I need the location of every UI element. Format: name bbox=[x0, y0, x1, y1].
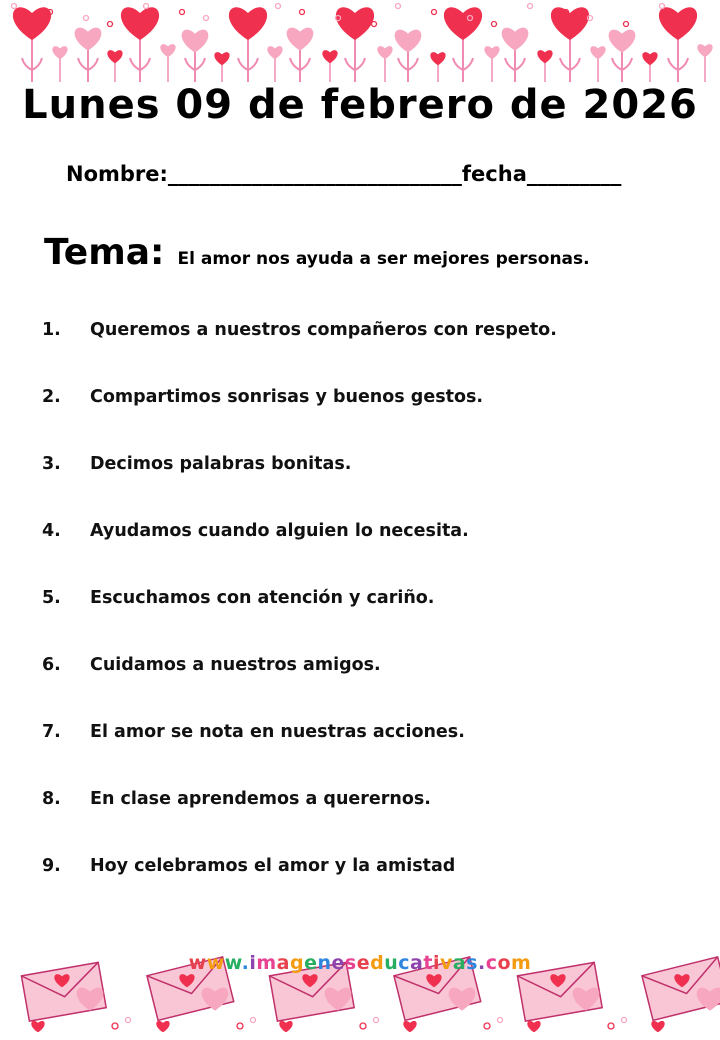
heart-icon bbox=[590, 46, 605, 59]
dot bbox=[360, 1023, 366, 1029]
item-number: 1. bbox=[42, 320, 61, 340]
website-watermark bbox=[0, 952, 720, 974]
leaf bbox=[130, 58, 140, 70]
leaf bbox=[560, 58, 570, 70]
heart-icon bbox=[287, 28, 314, 51]
item-text: Cuidamos a nuestros amigos. bbox=[90, 655, 381, 675]
leaf bbox=[248, 58, 258, 70]
dot bbox=[528, 4, 533, 9]
dot bbox=[372, 22, 377, 27]
leaf bbox=[612, 58, 622, 70]
item-number: 6. bbox=[42, 655, 61, 675]
heart-icon bbox=[642, 52, 657, 65]
dot bbox=[180, 10, 185, 15]
heart-icon bbox=[52, 46, 67, 59]
dot bbox=[498, 1018, 503, 1023]
list-item bbox=[42, 387, 682, 454]
dot bbox=[660, 4, 665, 9]
dot bbox=[608, 1023, 614, 1029]
hearts-border-top bbox=[0, 0, 720, 86]
item-text: Ayudamos cuando alguien lo necesita. bbox=[90, 521, 469, 541]
heart-icon bbox=[214, 52, 229, 65]
leaf bbox=[78, 58, 88, 70]
leaf bbox=[463, 58, 473, 70]
item-number: 7. bbox=[42, 722, 61, 742]
list-item bbox=[42, 588, 682, 655]
heart-icon bbox=[322, 50, 337, 63]
heart-icon bbox=[403, 1021, 416, 1032]
dot bbox=[276, 4, 281, 9]
heart-icon bbox=[377, 46, 392, 59]
item-number: 5. bbox=[42, 588, 61, 608]
list-item bbox=[42, 320, 682, 387]
leaf bbox=[398, 58, 408, 70]
heart-icon bbox=[31, 1021, 44, 1032]
dot bbox=[396, 4, 401, 9]
heart-icon bbox=[502, 28, 529, 51]
heart-icon bbox=[609, 30, 636, 53]
heart-icon bbox=[107, 50, 122, 63]
heart-icon bbox=[13, 7, 51, 40]
leaf bbox=[22, 58, 32, 70]
dot bbox=[251, 1018, 256, 1023]
list-item bbox=[42, 521, 682, 588]
heart-icon bbox=[229, 7, 267, 40]
leaf bbox=[668, 58, 678, 70]
heart-icon bbox=[121, 7, 159, 40]
leaf bbox=[290, 58, 300, 70]
leaf bbox=[88, 58, 98, 70]
heart-icon bbox=[279, 1021, 292, 1032]
dot bbox=[484, 1023, 490, 1029]
heart-icon bbox=[267, 46, 282, 59]
topic-text: El amor nos ayuda a ser mejores personas. bbox=[177, 249, 590, 269]
heart-icon bbox=[395, 30, 422, 53]
heart-icon bbox=[156, 1021, 169, 1032]
leaf bbox=[515, 58, 525, 70]
item-text: Escuchamos con atención y cariño. bbox=[90, 588, 435, 608]
leaf bbox=[453, 58, 463, 70]
heart-icon bbox=[697, 44, 712, 57]
leaf bbox=[355, 58, 365, 70]
heart-icon bbox=[444, 7, 482, 40]
heart-icon bbox=[527, 1021, 540, 1032]
leaf bbox=[570, 58, 580, 70]
heart-icon bbox=[160, 44, 175, 57]
leaf bbox=[505, 58, 515, 70]
heart-icon bbox=[651, 1021, 664, 1032]
heart-icon bbox=[336, 7, 374, 40]
dot bbox=[374, 1018, 379, 1023]
dot bbox=[622, 1018, 627, 1023]
leaf bbox=[622, 58, 632, 70]
dot bbox=[144, 4, 149, 9]
dot bbox=[84, 16, 89, 21]
heart-icon bbox=[75, 28, 102, 51]
dot bbox=[12, 4, 17, 9]
item-text: Decimos palabras bonitas. bbox=[90, 454, 352, 474]
leaf bbox=[300, 58, 310, 70]
item-text: El amor se nota en nuestras acciones. bbox=[90, 722, 465, 742]
leaf bbox=[140, 58, 150, 70]
leaf bbox=[238, 58, 248, 70]
item-number: 9. bbox=[42, 856, 61, 876]
list-item bbox=[42, 789, 682, 856]
item-text: En clase aprendemos a querernos. bbox=[90, 789, 431, 809]
name-date-line: Nombre:____________________________fecha_________ bbox=[66, 162, 622, 186]
dot bbox=[237, 1023, 243, 1029]
dot bbox=[204, 16, 209, 21]
statements-list bbox=[42, 320, 682, 923]
dot bbox=[112, 1023, 118, 1029]
leaf bbox=[408, 58, 418, 70]
dot bbox=[126, 1018, 131, 1023]
item-text: Compartimos sonrisas y buenos gestos. bbox=[90, 387, 484, 407]
dot bbox=[300, 10, 305, 15]
item-number: 8. bbox=[42, 789, 61, 809]
item-number: 4. bbox=[42, 521, 61, 541]
leaf bbox=[32, 58, 42, 70]
heart-icon bbox=[537, 50, 552, 63]
heart-icon bbox=[430, 52, 445, 65]
leaf bbox=[195, 58, 205, 70]
heart-icon bbox=[659, 7, 697, 40]
list-item bbox=[42, 722, 682, 789]
item-text: Queremos a nuestros compañeros con respeto. bbox=[90, 320, 557, 340]
dot bbox=[432, 10, 437, 15]
item-number: 3. bbox=[42, 454, 61, 474]
item-text: Hoy celebramos el amor y la amistad bbox=[90, 856, 456, 876]
topic-label: Tema: bbox=[44, 232, 165, 273]
heart-icon bbox=[182, 30, 209, 53]
list-item bbox=[42, 454, 682, 521]
list-item bbox=[42, 856, 682, 923]
dot bbox=[492, 22, 497, 27]
list-item bbox=[42, 655, 682, 722]
heart-icon bbox=[484, 46, 499, 59]
dot bbox=[108, 22, 113, 27]
leaf bbox=[345, 58, 355, 70]
leaf bbox=[185, 58, 195, 70]
page-title: Lunes 09 de febrero de 2026 bbox=[22, 82, 698, 128]
dot bbox=[624, 22, 629, 27]
heart-icon bbox=[551, 7, 589, 40]
website-url: www.imageneseducativas.com bbox=[188, 952, 532, 974]
topic bbox=[44, 232, 590, 273]
item-number: 2. bbox=[42, 387, 61, 407]
leaf bbox=[678, 58, 688, 70]
